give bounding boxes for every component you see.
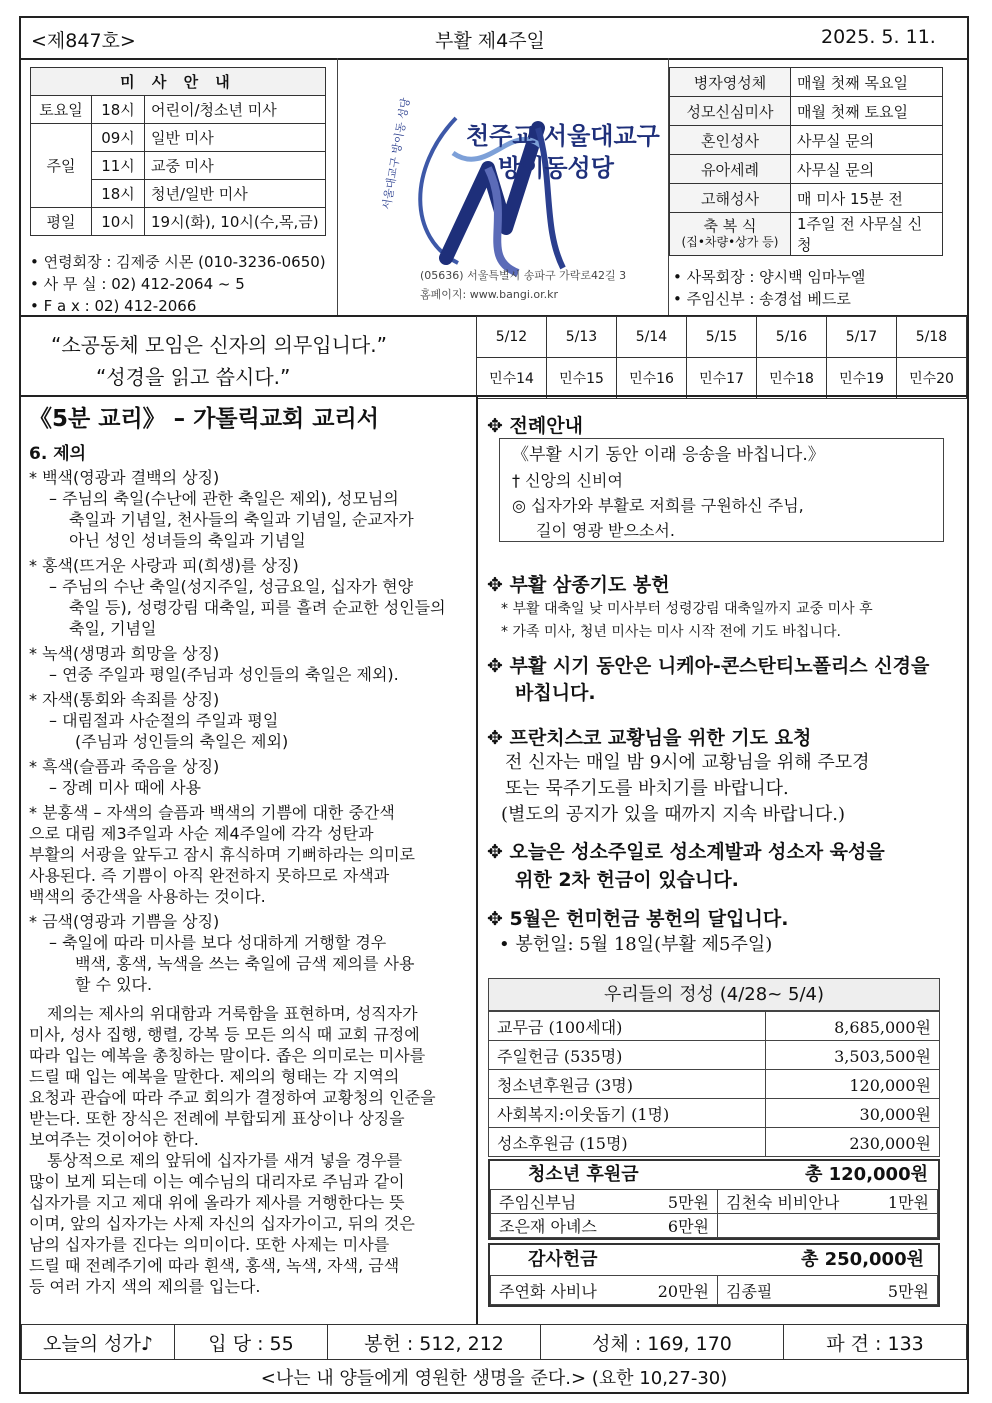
header-bar: [21, 18, 967, 60]
cal-reading: 민수19: [827, 358, 897, 399]
contact-list: • 연령회장 : 김제중 시몬 (010-3236-0650) • 사 무 실 : 02) 412-2064 ~ 5 • F a x : 02) 412-2066: [30, 253, 326, 315]
clover-icon: ✥: [487, 415, 510, 437]
mass-schedule-title: 미 사 안 내: [31, 68, 326, 96]
divider: [21, 395, 967, 397]
table-row: 11시 교중 미사: [31, 152, 326, 180]
cal-reading: 민수20: [897, 358, 967, 399]
cal-date: 5/16: [757, 317, 827, 358]
notice-4: ✥ 오늘은 성소주일로 성소계발과 성소자 육성을 위한 2차 헌금이 있습니다.: [487, 841, 885, 891]
catechism-section: [29, 400, 469, 1297]
pink-paragraph: * 분홍색 – 자색의 슬픔과 백색의 기쁨에 대한 중간색 으로 대림 제3주일과 사순 제4주일에 각각 성탄과 부활의 서광을 앞두고 잠시 휴식하며 기뻐하라는 의미로 사용된다. 즉 기쁨이 아직 완전하지 못하므로 자색과 백색의 중간색을 사용하는 것이다.: [29, 803, 416, 906]
table-row: 교무금 (100세대) 8,685,000원: [489, 1012, 940, 1041]
table-row: 평일 10시 19시(화), 10시(수,목,금): [31, 208, 326, 236]
table-row: 병자영성체 매월 첫째 목요일: [670, 68, 943, 97]
cal-reading: 민수18: [757, 358, 827, 399]
offering-section: [488, 978, 940, 1307]
table-row: 유아세례 사무실 문의: [670, 155, 943, 184]
cal-reading: 민수15: [547, 358, 617, 399]
list-item: * 녹색(생명과 희망을 상징) – 연중 주일과 평일(주님과 성인들의 축일은 제외).: [29, 644, 399, 684]
clover-icon: ✥: [487, 908, 510, 930]
slogan-2: “성경을 읽고 씁시다.”: [96, 365, 291, 389]
table-row: 주연화 사비나 20만원 김종필 5만원: [491, 1276, 938, 1305]
parish-logo-block: [337, 58, 669, 315]
table-row: 조은재 아녜스 6만원: [491, 1214, 938, 1238]
table-row: 고해성사 매 미사 15분 전: [670, 184, 943, 213]
liturgy-box: 《부활 시기 동안 이래 응송을 바칩니다.》 † 신앙의 신비여 ◎ 십자가와 부활로 저희를 구원하신 주님, 길이 영광 받으소서.: [499, 438, 944, 542]
cal-reading: 민수14: [477, 358, 547, 399]
list-item: * 자색(통회와 속죄를 상징) – 대림절과 사순절의 주일과 평일 (주님과 성인들의 축일은 제외): [29, 690, 289, 751]
week-title: 부활 제4주일: [435, 30, 545, 52]
notice-2: ✥ 부활 시기 동안은 니케아-콘스탄티노폴리스 신경을 바칩니다.: [487, 655, 930, 704]
sacrament-table: [669, 67, 943, 256]
parish-name-1: 천주교 서울대교구: [466, 122, 660, 150]
clover-icon: ✥: [487, 574, 510, 596]
table-row: 주일 09시 일반 미사: [31, 124, 326, 152]
table-row: 사회복지:이웃돕기 (1명) 30,000원: [489, 1099, 940, 1128]
list-item: * 금색(영광과 기쁨을 상징) – 축일에 따라 미사를 보다 성대하게 거행할 경우 백색, 홍색, 녹색을 쓰는 축일에 금색 제의를 사용 할 수 있다.: [29, 912, 415, 994]
parish-homepage: 홈페이지: www.bangi.or.kr: [420, 288, 559, 301]
issue-number: <제847호>: [31, 30, 136, 52]
clover-icon: ✥: [487, 655, 510, 677]
slogan-1: “소공동체 모임은 신자의 의무입니다.”: [51, 333, 387, 357]
hymn-dismissal: 파 견 : 133: [784, 1325, 967, 1360]
mass-schedule-table: [30, 67, 326, 236]
hymn-entry: 입 당 : 55: [175, 1325, 328, 1360]
offering-table: [488, 1011, 940, 1157]
table-row: 주임신부님 5만원 김천숙 비비안나 1만원: [491, 1190, 938, 1214]
clover-icon: ✥: [487, 727, 510, 749]
youth-donation-box: 청소년 후원금 총 120,000원 주임신부님 5만원 김천숙 비비안나 1만원 조은재 아녜스 6만원: [488, 1159, 940, 1240]
bulletin-page: [19, 16, 969, 1394]
youth-donor-table: [490, 1189, 938, 1238]
parish-address: (05636) 서울특별시 송파구 가락로42길 3: [420, 269, 627, 282]
clover-icon: ✥: [487, 841, 510, 863]
table-row: 축 복 식 (집•차량•상가 등) 1주일 전 사무실 신청: [670, 213, 943, 256]
vestment-paragraph-1: 제의는 제사의 위대함과 거룩함을 표현하며, 성직자가 미사, 성사 집행, 행렬, 강복 등 모든 의식 때 교회 규정에 따라 입는 예복을 총칭하는 말이다. 좁은 의미로는 미사를 드릴 때 입는 예복을 말한다. 제의의 형태는 각 지역의 요청과 관습에 따라 주교 회의가 결정하여 교황청의 인준을 받는다. 또한 장식은 전례에 부합되게 표상이나 상징을 보여주는 것이어야 한다.: [29, 1004, 436, 1149]
cal-date: 5/13: [547, 317, 617, 358]
logo-arc-text: 서울대교구 방이동 성당: [379, 96, 413, 211]
issue-date: 2025. 5. 11.: [821, 26, 936, 48]
thanks-donor-table: [490, 1275, 938, 1305]
cal-date: 5/18: [897, 317, 967, 358]
cal-date: 5/17: [827, 317, 897, 358]
table-row: 18시 청년/일반 미사: [31, 180, 326, 208]
hymn-label: 오늘의 성가♪: [22, 1325, 175, 1360]
offering-title: 우리들의 정성 (4/28~ 5/4): [488, 978, 940, 1011]
notice-1: ✥ 부활 삼종기도 봉헌 * 부활 대축일 낮 미사부터 성령강림 대축일까지 교중 미사 후 * 가족 미사, 청년 미사는 미사 시작 전에 기도 바칩니다.: [487, 574, 873, 640]
list-item: * 백색(영광과 결백의 상징) – 주님의 축일(수난에 관한 축일은 제외), 성모님의 축일과 기념일, 천사들의 축일과 기념일, 순교자가 아닌 성인 성녀들의 축일과 기념일: [29, 468, 414, 550]
hymn-offertory: 봉헌 : 512, 212: [328, 1325, 541, 1360]
notice-3: ✥ 프란치스코 교황님을 위한 기도 요청 전 신자는 매일 밤 9시에 교황님을 위해 주모경 또는 묵주기도를 바치기를 바랍니다. (별도의 공지가 있을 때까지 지속 바랍니다.): [487, 727, 870, 825]
table-row: 혼인성사 사무실 문의: [670, 126, 943, 155]
staff-list: • 사목회장 : 양시백 임마누엘 • 주임신부 : 송경섭 베드로: [673, 268, 866, 308]
hymn-footer: [21, 1324, 967, 1360]
table-row: 주일헌금 (535명) 3,503,500원: [489, 1041, 940, 1070]
notice-5: ✥ 5월은 헌미헌금 봉헌의 달입니다. • 봉헌일: 5월 18일(부활 제5주일): [487, 908, 789, 955]
list-item: * 홍색(뜨거운 사랑과 피(희생)를 상징) – 주님의 수난 축일(성지주일, 성금요일, 십자가 현양 축일 등), 성령강림 대축일, 피를 흘려 순교한 성인들의 축일, 기념일: [29, 556, 446, 638]
cal-reading: 민수16: [617, 358, 687, 399]
liturgy-title: ✥ 전례안내: [487, 415, 583, 437]
table-row: 청소년후원금 (3명) 120,000원: [489, 1070, 940, 1099]
catechism-title: 《5분 교리》 – 가톨릭교회 교리서: [29, 406, 379, 432]
bible-reading-calendar: [476, 316, 967, 399]
thanks-donation-box: 감사헌금 총 250,000원 주연화 사비나 20만원 김종필 5만원: [488, 1243, 940, 1307]
table-row: 성소후원금 (15명) 230,000원: [489, 1128, 940, 1157]
table-row: 토요일 18시 어린이/청소년 미사: [31, 96, 326, 124]
list-item: * 흑색(슬픔과 죽음을 상징) – 장례 미사 때에 사용: [29, 757, 220, 797]
catechism-subtitle: 6. 제의: [29, 444, 87, 464]
cal-reading: 민수17: [687, 358, 757, 399]
table-row: 성모신심미사 매월 첫째 토요일: [670, 97, 943, 126]
gospel-verse: <나는 내 양들에게 영원한 생명을 준다.> (요한 10,27-30): [260, 1368, 728, 1389]
cal-date: 5/15: [687, 317, 757, 358]
column-divider: [476, 395, 478, 1324]
vestment-paragraph-2: 통상적으로 제의 앞뒤에 십자가를 새겨 넣을 경우를 많이 보게 되는데 이는 예수님의 대리자로 주님과 같이 십자가를 지고 제대 위에 올라가 제사를 거행한다는 뜻 이며, 앞의 십자가는 사제 자신의 십자가이고, 뒤의 것은 남의 십자가를 진다는 의미이다. 또한 사제는 미사를 드릴 때 전례주기에 따라 흰색, 홍색, 녹색, 자색, 금색 등 여러 가지 색의 제의를 입는다.: [29, 1151, 415, 1296]
hymn-communion: 성체 : 169, 170: [541, 1325, 784, 1360]
cal-date: 5/14: [617, 317, 687, 358]
parish-name-2: 방이동성당: [498, 154, 614, 182]
cal-date: 5/12: [477, 317, 547, 358]
